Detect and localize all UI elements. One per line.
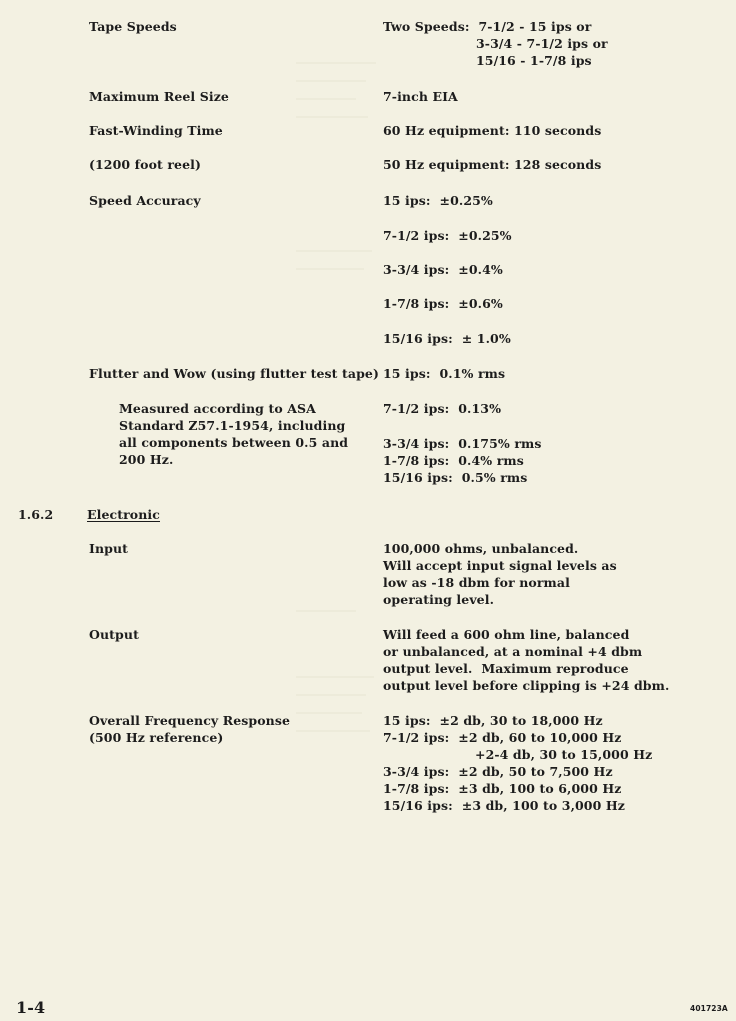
speed-accuracy-3-3-4: 3-3/4 ips: ±0.4% (383, 262, 503, 277)
flutter-note-1: Measured according to ASA (119, 401, 316, 416)
flutter-15: 15 ips: 0.1% rms (383, 366, 506, 381)
page-number: 1-4 (16, 998, 46, 1017)
frequency-1-7-8: 1-7/8 ips: ±3 db, 100 to 6,000 Hz (383, 781, 622, 796)
speed-accuracy-15-16: 15/16 ips: ± 1.0% (383, 331, 511, 346)
section-number: 1.6.2 (18, 507, 54, 522)
speed-accuracy-label: Speed Accuracy (89, 193, 201, 208)
flutter-note-2: Standard Z57.1-1954, including (119, 418, 346, 433)
doc-code: 401723A (690, 1004, 728, 1013)
input-label: Input (89, 541, 129, 556)
tape-speeds-value-2: 3-3/4 - 7-1/2 ips or (476, 36, 608, 51)
reel-size-value: 7-inch EIA (383, 89, 458, 104)
speed-accuracy-15: 15 ips: ±0.25% (383, 193, 493, 208)
winding-label: Fast-Winding Time (89, 123, 223, 138)
input-line-4: operating level. (383, 592, 495, 607)
output-label: Output (89, 627, 139, 642)
input-line-3: low as -18 dbm for normal (383, 575, 570, 590)
frequency-3-3-4: 3-3/4 ips: ±2 db, 50 to 7,500 Hz (383, 764, 613, 779)
input-line-1: 100,000 ohms, unbalanced. (383, 541, 579, 556)
reel-size-label: Maximum Reel Size (89, 89, 229, 104)
flutter-note-4: 200 Hz. (119, 452, 174, 467)
speed-accuracy-1-7-8: 1-7/8 ips: ±0.6% (383, 296, 503, 311)
speed-accuracy-7-1-2: 7-1/2 ips: ±0.25% (383, 228, 512, 243)
output-line-3: output level. Maximum reproduce (383, 661, 629, 676)
flutter-label: Flutter and Wow (using flutter test tape) (89, 366, 379, 381)
tape-speeds-value-3: 15/16 - 1-7/8 ips (476, 53, 592, 68)
tape-speeds-label: Tape Speeds (89, 19, 177, 34)
flutter-note-3: all components between 0.5 and (119, 435, 349, 450)
input-line-2: Will accept input signal levels as (383, 558, 617, 573)
flutter-1-7-8: 1-7/8 ips: 0.4% rms (383, 453, 524, 468)
tape-speeds-value-1: Two Speeds: 7-1/2 - 15 ips or (383, 19, 592, 34)
output-line-2: or unbalanced, at a nominal +4 dbm (383, 644, 643, 659)
winding-value-60hz: 60 Hz equipment: 110 seconds (383, 123, 602, 138)
flutter-7-1-2: 7-1/2 ips: 0.13% (383, 401, 502, 416)
output-line-1: Will feed a 600 ohm line, balanced (383, 627, 630, 642)
frequency-15: 15 ips: ±2 db, 30 to 18,000 Hz (383, 713, 603, 728)
output-line-4: output level before clipping is +24 dbm. (383, 678, 670, 693)
frequency-15-16: 15/16 ips: ±3 db, 100 to 3,000 Hz (383, 798, 625, 813)
frequency-7-1-2: 7-1/2 ips: ±2 db, 60 to 10,000 Hz (383, 730, 622, 745)
winding-value-50hz: 50 Hz equipment: 128 seconds (383, 157, 602, 172)
frequency-7-1-2-alt: +2-4 db, 30 to 15,000 Hz (475, 747, 653, 762)
flutter-3-3-4: 3-3/4 ips: 0.175% rms (383, 436, 542, 451)
winding-sublabel: (1200 foot reel) (89, 157, 201, 172)
flutter-15-16: 15/16 ips: 0.5% rms (383, 470, 528, 485)
frequency-sublabel: (500 Hz reference) (89, 730, 224, 745)
frequency-label: Overall Frequency Response (89, 713, 291, 728)
section-title: Electronic (87, 507, 160, 522)
